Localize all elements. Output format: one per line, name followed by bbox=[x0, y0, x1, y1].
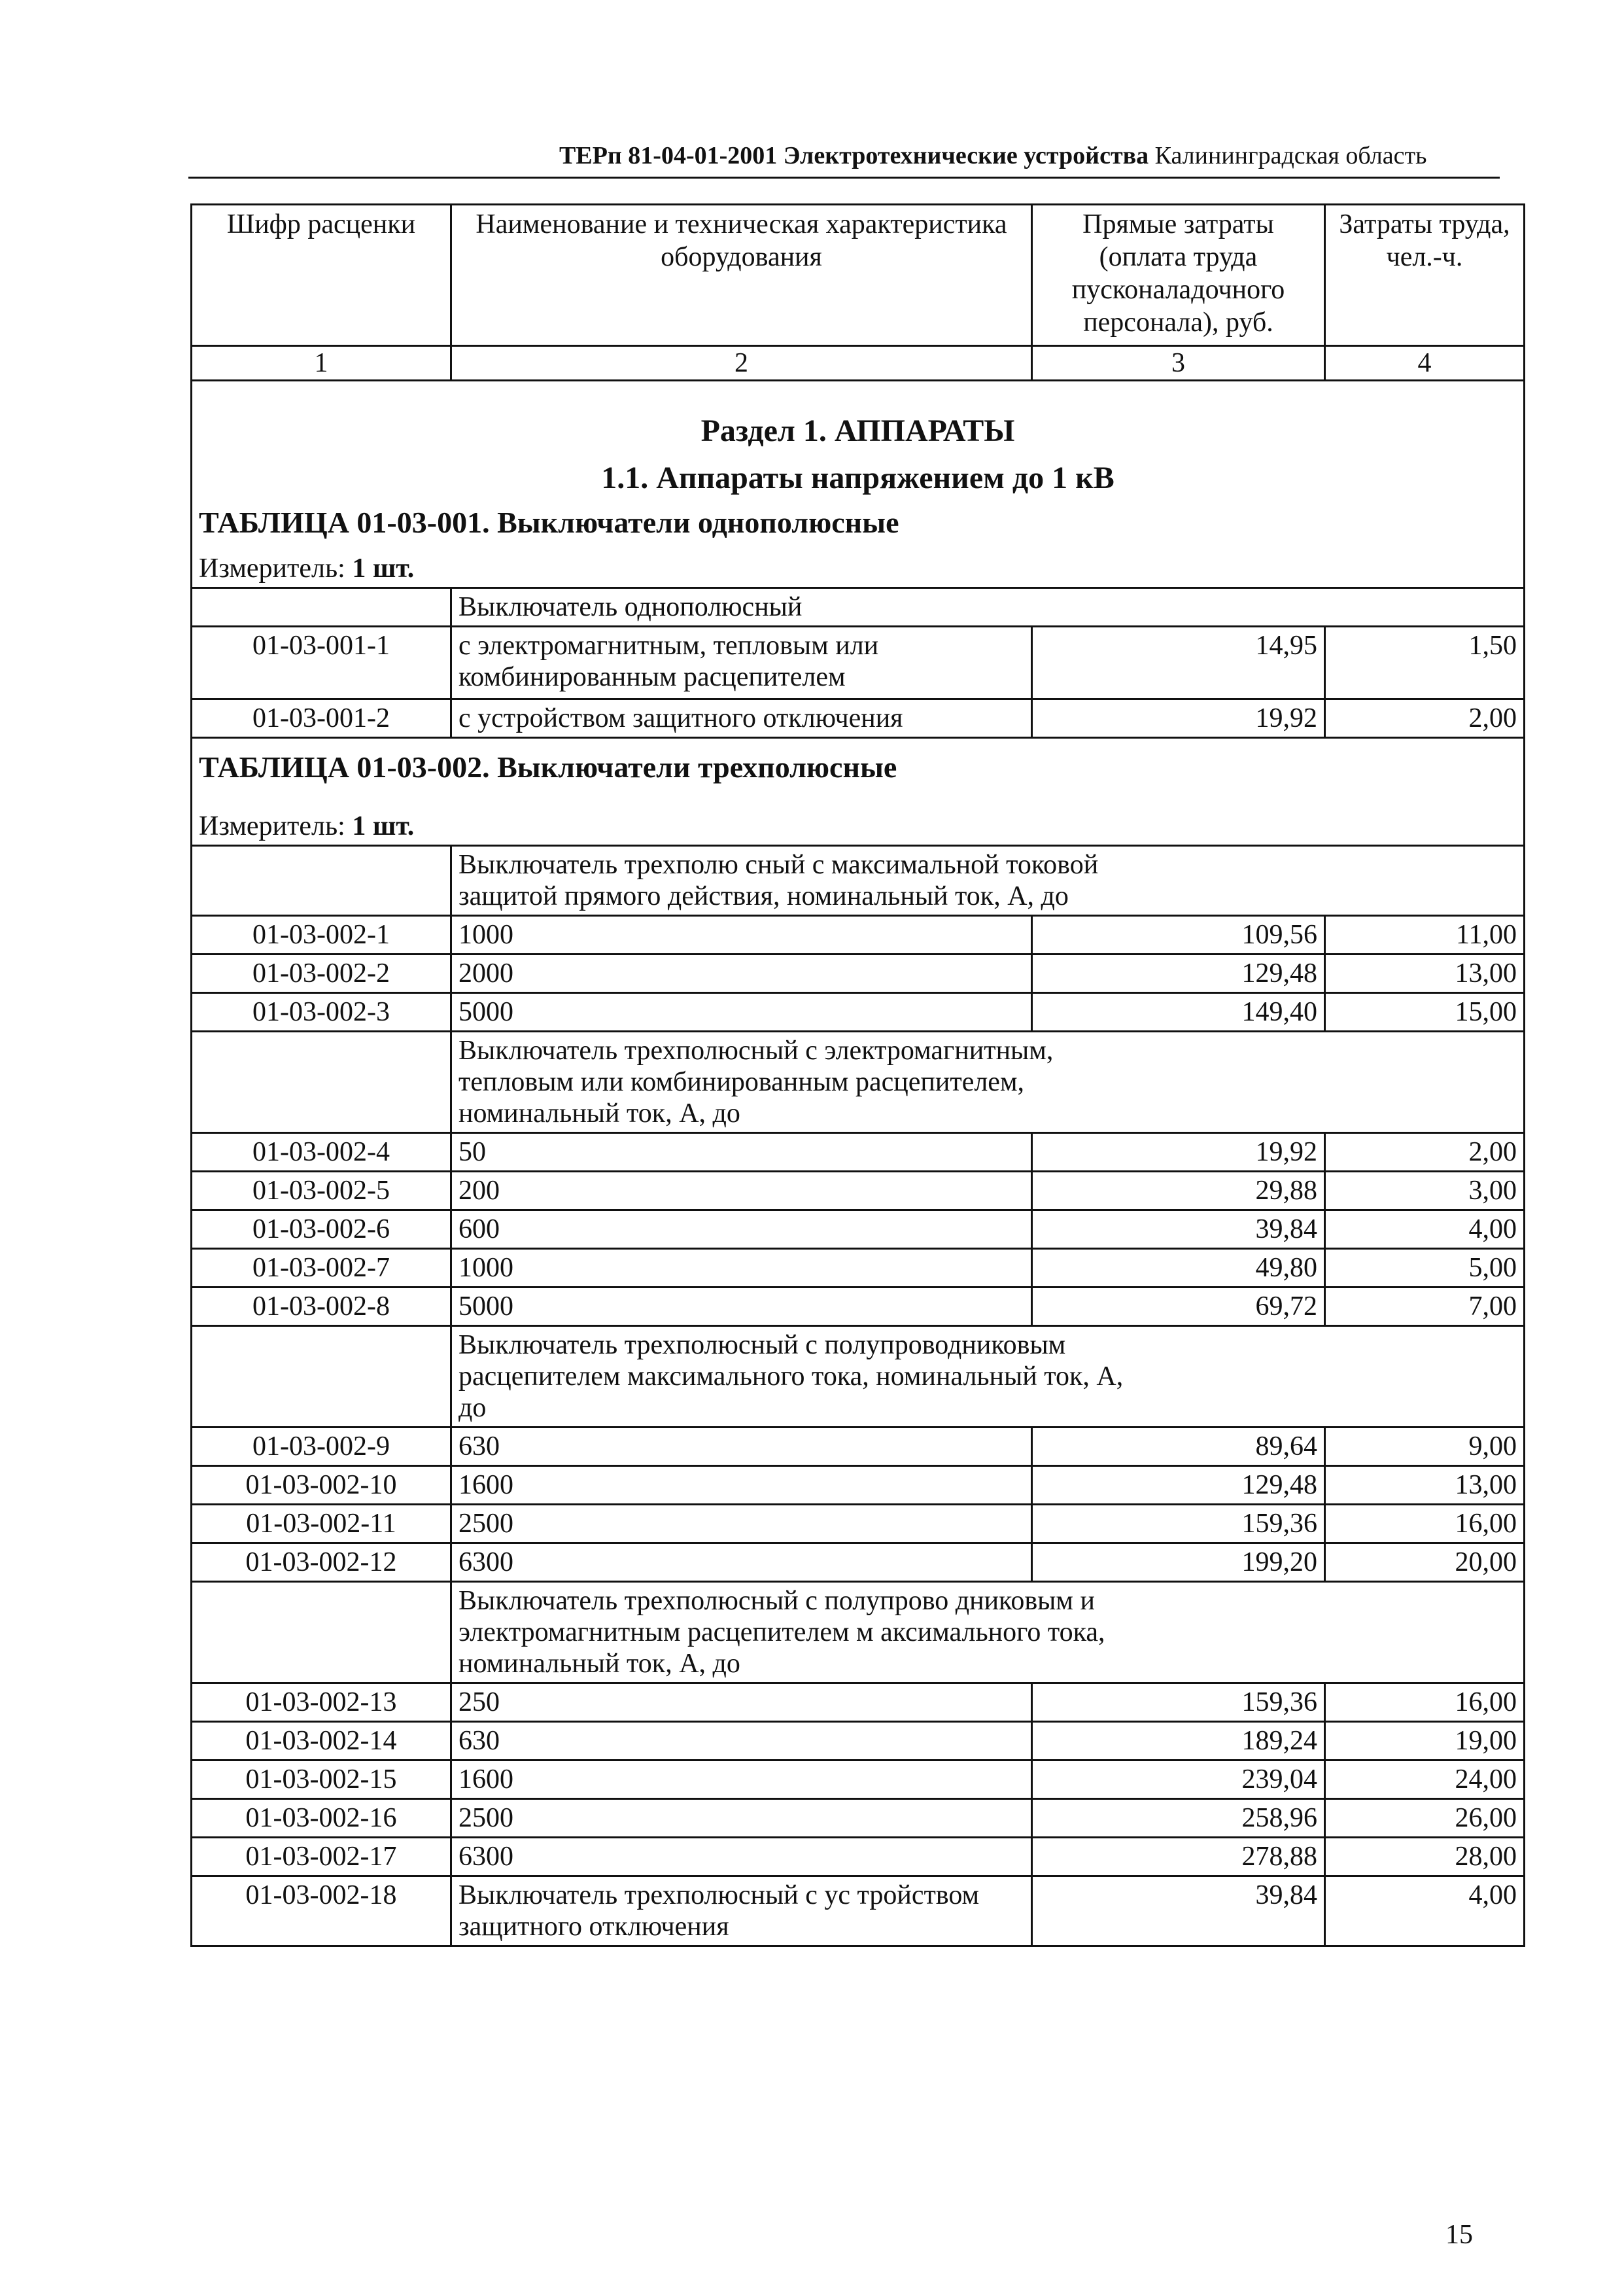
table-row bbox=[192, 1210, 1525, 1249]
rate-cost: 159,36 bbox=[1032, 1683, 1325, 1722]
rate-name: 2500 bbox=[451, 1799, 1032, 1838]
rate-cost: 189,24 bbox=[1032, 1722, 1325, 1761]
measure-cell bbox=[192, 800, 1525, 846]
rate-cost: 39,84 bbox=[1032, 1876, 1325, 1946]
table-row bbox=[192, 1722, 1525, 1761]
section-title: Раздел 1. АППАРАТЫ bbox=[192, 381, 1525, 450]
rate-cost: 49,80 bbox=[1032, 1249, 1325, 1288]
group-row bbox=[192, 1032, 1525, 1133]
rate-name: с устройством защитного отключения bbox=[451, 699, 1032, 738]
rate-labor: 26,00 bbox=[1325, 1799, 1525, 1838]
rate-labor: 1,50 bbox=[1325, 627, 1525, 699]
rate-code: 01-03-002-18 bbox=[192, 1876, 451, 1946]
rate-cost: 239,04 bbox=[1032, 1761, 1325, 1799]
rate-cost: 89,64 bbox=[1032, 1428, 1325, 1466]
col-header-name: Наименование и техническая характеристика оборудования bbox=[451, 205, 1032, 346]
rates-table-body bbox=[192, 205, 1525, 1946]
table-row bbox=[192, 1288, 1525, 1326]
group-label: Выключатель трехполюсный с полупрово дниковым и электромагнитным расцепителем м аксимального тока, номинальный ток, А, до bbox=[451, 1582, 1525, 1683]
group-code-empty bbox=[192, 588, 451, 627]
col-header-cost: Прямые затраты (оплата труда пусконаладочного персонала), руб. bbox=[1032, 205, 1325, 346]
rate-cost: 159,36 bbox=[1032, 1505, 1325, 1543]
column-header-row bbox=[192, 205, 1525, 346]
rate-labor: 16,00 bbox=[1325, 1683, 1525, 1722]
rate-code: 01-03-002-9 bbox=[192, 1428, 451, 1466]
rate-code: 01-03-002-3 bbox=[192, 993, 451, 1032]
rate-labor: 3,00 bbox=[1325, 1172, 1525, 1210]
rate-labor: 20,00 bbox=[1325, 1543, 1525, 1582]
rate-name: 600 bbox=[451, 1210, 1032, 1249]
table-row bbox=[192, 1172, 1525, 1210]
rate-name: с электромагнитным, тепловым или комбинированным расцепителем bbox=[451, 627, 1032, 699]
rate-cost: 69,72 bbox=[1032, 1288, 1325, 1326]
rate-code: 01-03-001-1 bbox=[192, 627, 451, 699]
rate-cost: 129,48 bbox=[1032, 1466, 1325, 1505]
col-index-3: 3 bbox=[1032, 346, 1325, 381]
rate-code: 01-03-002-13 bbox=[192, 1683, 451, 1722]
rate-code: 01-03-002-2 bbox=[192, 955, 451, 993]
group-label: Выключатель трехполюсный с электромагнитным, тепловым или комбинированным расцепителем, номинальный ток, А, до bbox=[451, 1032, 1525, 1133]
rate-labor: 11,00 bbox=[1325, 916, 1525, 955]
rate-code: 01-03-002-4 bbox=[192, 1133, 451, 1172]
rate-cost: 19,92 bbox=[1032, 1133, 1325, 1172]
rate-code: 01-03-002-15 bbox=[192, 1761, 451, 1799]
group-row bbox=[192, 1326, 1525, 1428]
rate-labor: 15,00 bbox=[1325, 993, 1525, 1032]
table-row bbox=[192, 1799, 1525, 1838]
col-index-4: 4 bbox=[1325, 346, 1525, 381]
rate-code: 01-03-002-1 bbox=[192, 916, 451, 955]
rate-name: 200 bbox=[451, 1172, 1032, 1210]
table-row bbox=[192, 916, 1525, 955]
rate-code: 01-03-002-10 bbox=[192, 1466, 451, 1505]
measure-value: 1 шт. bbox=[352, 553, 415, 584]
rate-code: 01-03-001-2 bbox=[192, 699, 451, 738]
table2-title: ТАБЛИЦА 01-03-002. Выключатели трехполюсные bbox=[192, 738, 1525, 801]
rate-cost: 199,20 bbox=[1032, 1543, 1325, 1582]
table-row bbox=[192, 1133, 1525, 1172]
rate-labor: 13,00 bbox=[1325, 1466, 1525, 1505]
rate-name: 1600 bbox=[451, 1761, 1032, 1799]
page-header bbox=[559, 141, 1501, 170]
col-index-2: 2 bbox=[451, 346, 1032, 381]
rate-code: 01-03-002-14 bbox=[192, 1722, 451, 1761]
rate-code: 01-03-002-5 bbox=[192, 1172, 451, 1210]
page-number: 15 bbox=[1445, 2220, 1473, 2250]
rate-cost: 278,88 bbox=[1032, 1838, 1325, 1876]
group-code-empty bbox=[192, 846, 451, 916]
table-row bbox=[192, 955, 1525, 993]
rate-name: 2000 bbox=[451, 955, 1032, 993]
rate-labor: 4,00 bbox=[1325, 1876, 1525, 1946]
rate-labor: 28,00 bbox=[1325, 1838, 1525, 1876]
table-row bbox=[192, 993, 1525, 1032]
rate-cost: 258,96 bbox=[1032, 1799, 1325, 1838]
header-rule bbox=[188, 177, 1500, 179]
table1-title-row bbox=[192, 504, 1525, 542]
rate-code: 01-03-002-11 bbox=[192, 1505, 451, 1543]
group-label: Выключатель трехполю сный с максимальной токовой защитой прямого действия, номинальный ток, А, до bbox=[451, 846, 1525, 916]
rate-code: 01-03-002-12 bbox=[192, 1543, 451, 1582]
rate-name: 250 bbox=[451, 1683, 1032, 1722]
group-code-empty bbox=[192, 1582, 451, 1683]
table1-title: ТАБЛИЦА 01-03-001. Выключатели однополюсные bbox=[192, 504, 1525, 542]
rate-name: 6300 bbox=[451, 1838, 1032, 1876]
rate-code: 01-03-002-16 bbox=[192, 1799, 451, 1838]
table1-measure-row bbox=[192, 542, 1525, 588]
rate-code: 01-03-002-7 bbox=[192, 1249, 451, 1288]
rate-name: 5000 bbox=[451, 993, 1032, 1032]
measure-label: Измеритель: bbox=[199, 553, 345, 584]
table-row bbox=[192, 1683, 1525, 1722]
header-code: ТЕРп 81-04-01-2001 Электротехнические устройства bbox=[559, 142, 1149, 169]
rate-cost: 29,88 bbox=[1032, 1172, 1325, 1210]
table-row bbox=[192, 1761, 1525, 1799]
measure-value: 1 шт. bbox=[352, 811, 415, 841]
section-subtitle-row bbox=[192, 449, 1525, 504]
rate-code: 01-03-002-17 bbox=[192, 1838, 451, 1876]
rate-labor: 24,00 bbox=[1325, 1761, 1525, 1799]
rate-cost: 149,40 bbox=[1032, 993, 1325, 1032]
rate-name: 630 bbox=[451, 1428, 1032, 1466]
group-label: Выключатель трехполюсный с полупроводниковым расцепителем максимального тока, номинальный ток, А, до bbox=[451, 1326, 1525, 1428]
rate-labor: 9,00 bbox=[1325, 1428, 1525, 1466]
table-row bbox=[192, 1876, 1525, 1946]
rate-labor: 16,00 bbox=[1325, 1505, 1525, 1543]
rate-labor: 7,00 bbox=[1325, 1288, 1525, 1326]
table-row bbox=[192, 1428, 1525, 1466]
group-code-empty bbox=[192, 1326, 451, 1428]
group-row bbox=[192, 846, 1525, 916]
table-row bbox=[192, 627, 1525, 699]
table2-title-row bbox=[192, 738, 1525, 801]
table1-group-row bbox=[192, 588, 1525, 627]
rate-labor: 13,00 bbox=[1325, 955, 1525, 993]
rate-code: 01-03-002-8 bbox=[192, 1288, 451, 1326]
rate-code: 01-03-002-6 bbox=[192, 1210, 451, 1249]
table-row bbox=[192, 1466, 1525, 1505]
rate-labor: 19,00 bbox=[1325, 1722, 1525, 1761]
rate-name: Выключатель трехполюсный с ус тройством защитного отключения bbox=[451, 1876, 1032, 1946]
rate-name: 1600 bbox=[451, 1466, 1032, 1505]
table-row bbox=[192, 1249, 1525, 1288]
rate-labor: 4,00 bbox=[1325, 1210, 1525, 1249]
table-row bbox=[192, 1838, 1525, 1876]
group-row bbox=[192, 1582, 1525, 1683]
table-row bbox=[192, 699, 1525, 738]
rate-name: 630 bbox=[451, 1722, 1032, 1761]
group-label: Выключатель однополюсный bbox=[451, 588, 1525, 627]
rate-cost: 129,48 bbox=[1032, 955, 1325, 993]
rate-labor: 2,00 bbox=[1325, 1133, 1525, 1172]
rate-name: 50 bbox=[451, 1133, 1032, 1172]
group-code-empty bbox=[192, 1032, 451, 1133]
rate-name: 6300 bbox=[451, 1543, 1032, 1582]
table-row bbox=[192, 1543, 1525, 1582]
header-region: Калининградская область bbox=[1154, 142, 1427, 169]
measure-label: Измеритель: bbox=[199, 811, 345, 841]
measure-cell bbox=[192, 542, 1525, 588]
section-title-row bbox=[192, 381, 1525, 450]
table2-measure-row bbox=[192, 800, 1525, 846]
rate-cost: 39,84 bbox=[1032, 1210, 1325, 1249]
col-index-1: 1 bbox=[192, 346, 451, 381]
rate-name: 1000 bbox=[451, 916, 1032, 955]
rate-cost: 14,95 bbox=[1032, 627, 1325, 699]
rate-labor: 2,00 bbox=[1325, 699, 1525, 738]
rate-name: 2500 bbox=[451, 1505, 1032, 1543]
rates-table bbox=[190, 203, 1525, 1947]
table-row bbox=[192, 1505, 1525, 1543]
rate-cost: 109,56 bbox=[1032, 916, 1325, 955]
rate-cost: 19,92 bbox=[1032, 699, 1325, 738]
col-header-code: Шифр расценки bbox=[192, 205, 451, 346]
col-header-labor: Затраты труда, чел.-ч. bbox=[1325, 205, 1525, 346]
column-index-row bbox=[192, 346, 1525, 381]
rate-name: 5000 bbox=[451, 1288, 1032, 1326]
rate-name: 1000 bbox=[451, 1249, 1032, 1288]
rate-labor: 5,00 bbox=[1325, 1249, 1525, 1288]
section-subtitle: 1.1. Аппараты напряжением до 1 кВ bbox=[192, 449, 1525, 504]
